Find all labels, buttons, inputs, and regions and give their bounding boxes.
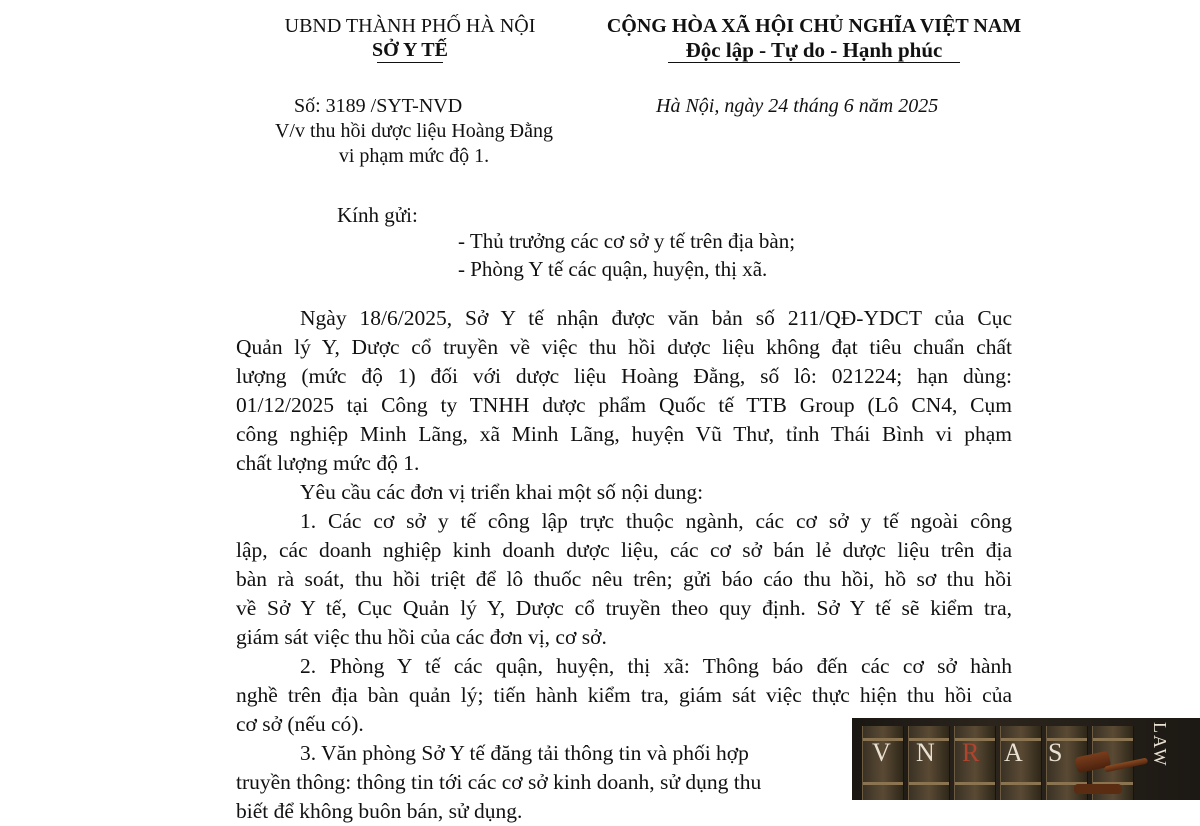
- nation-name: CỘNG HÒA XÃ HỘI CHỦ NGHĨA VIỆT NAM: [606, 15, 1022, 37]
- body-line: nghề trên địa bàn quản lý; tiến hành kiểm tra, giám sát việc thực hiện thu hồi của: [236, 683, 1012, 707]
- body-line: Quản lý Y, Dược cổ truyền về việc thu hồi dược liệu không đạt tiêu chuẩn chất: [236, 335, 1012, 359]
- issuer-block: [250, 14, 570, 63]
- vnras-law-logo: [852, 718, 1200, 800]
- body-line: 1. Các cơ sở y tế công lập trực thuộc ngành, các cơ sở y tế ngoài công: [300, 509, 1012, 533]
- department-underline: [377, 62, 443, 63]
- body-line: 3. Văn phòng Sở Y tế đăng tải thông tin và phối hợp: [300, 741, 749, 765]
- issue-date: Hà Nội, ngày 24 tháng 6 năm 2025: [656, 95, 939, 117]
- logo-letter: N: [916, 738, 935, 767]
- subject-line-2: vi phạm mức độ 1.: [338, 145, 490, 167]
- logo-letter: A: [1004, 738, 1023, 767]
- body-line: cơ sở (nếu có).: [236, 712, 364, 736]
- body-line: 01/12/2025 tại Công ty TNHH dược phẩm Quốc tế TTB Group (Lô CN4, Cụm: [236, 393, 1012, 417]
- national-header: [590, 14, 1038, 63]
- national-motto: Độc lập - Tự do - Hạnh phúc: [685, 38, 943, 62]
- body-line: truyền thông: thông tin tới các cơ sở kinh doanh, sử dụng thu: [236, 770, 762, 794]
- logo-letter: V: [872, 738, 891, 767]
- issuer-department: SỞ Y TẾ: [372, 39, 448, 61]
- body-line: về Sở Y tế, Cục Quản lý Y, Dược cổ truyền theo quy định. Sở Y tế sẽ kiểm tra,: [236, 596, 1012, 620]
- body-line: chất lượng mức độ 1.: [236, 451, 420, 475]
- reference-block: [264, 94, 564, 169]
- issuer-authority: UBND THÀNH PHỐ HÀ NỘI: [284, 15, 536, 37]
- body-line: bàn rà soát, thu hồi triệt để lô thuốc nêu trên; gửi báo cáo thu hồi, hồ sơ thu hồi: [236, 567, 1012, 591]
- body-line: Yêu cầu các đơn vị triển khai một số nội dung:: [300, 480, 704, 504]
- body-line: biết để không buôn bán, sử dụng.: [236, 799, 523, 823]
- recipient-1: - Thủ trưởng các cơ sở y tế trên địa bàn;: [458, 229, 796, 253]
- body-line: lượng (mức độ 1) đối với dược liệu Hoàng Đằng, số lô: 021224; hạn dùng:: [236, 364, 1012, 388]
- body-line: giám sát việc thu hồi của các đơn vị, cơ sở.: [236, 625, 607, 649]
- body-line: 2. Phòng Y tế các quận, huyện, thị xã: Thông báo đến các cơ sở hành: [300, 654, 1012, 678]
- subject-line-1: V/v thu hồi dược liệu Hoàng Đằng: [274, 120, 554, 142]
- body-line: Ngày 18/6/2025, Sở Y tế nhận được văn bản số 211/QĐ-YDCT của Cục: [300, 306, 1012, 330]
- motto-underline: [668, 62, 960, 63]
- logo-letter: S: [1048, 738, 1063, 767]
- recipient-2: - Phòng Y tế các quận, huyện, thị xã.: [458, 257, 768, 281]
- document-number: Số: 3189 /SYT-NVD: [294, 95, 463, 117]
- body-line: công nghiệp Minh Lãng, xã Minh Lãng, huyện Vũ Thư, tỉnh Thái Bình vi phạm: [236, 422, 1012, 446]
- salutation: Kính gửi:: [337, 203, 418, 227]
- body-line: lập, các doanh nghiệp kinh doanh dược liệu, các cơ sở bán lẻ dược liệu trên địa: [236, 538, 1012, 562]
- logo-letter: R: [962, 738, 980, 767]
- gavel-block: [1074, 784, 1122, 794]
- logo-side-text: LAW: [1150, 722, 1170, 768]
